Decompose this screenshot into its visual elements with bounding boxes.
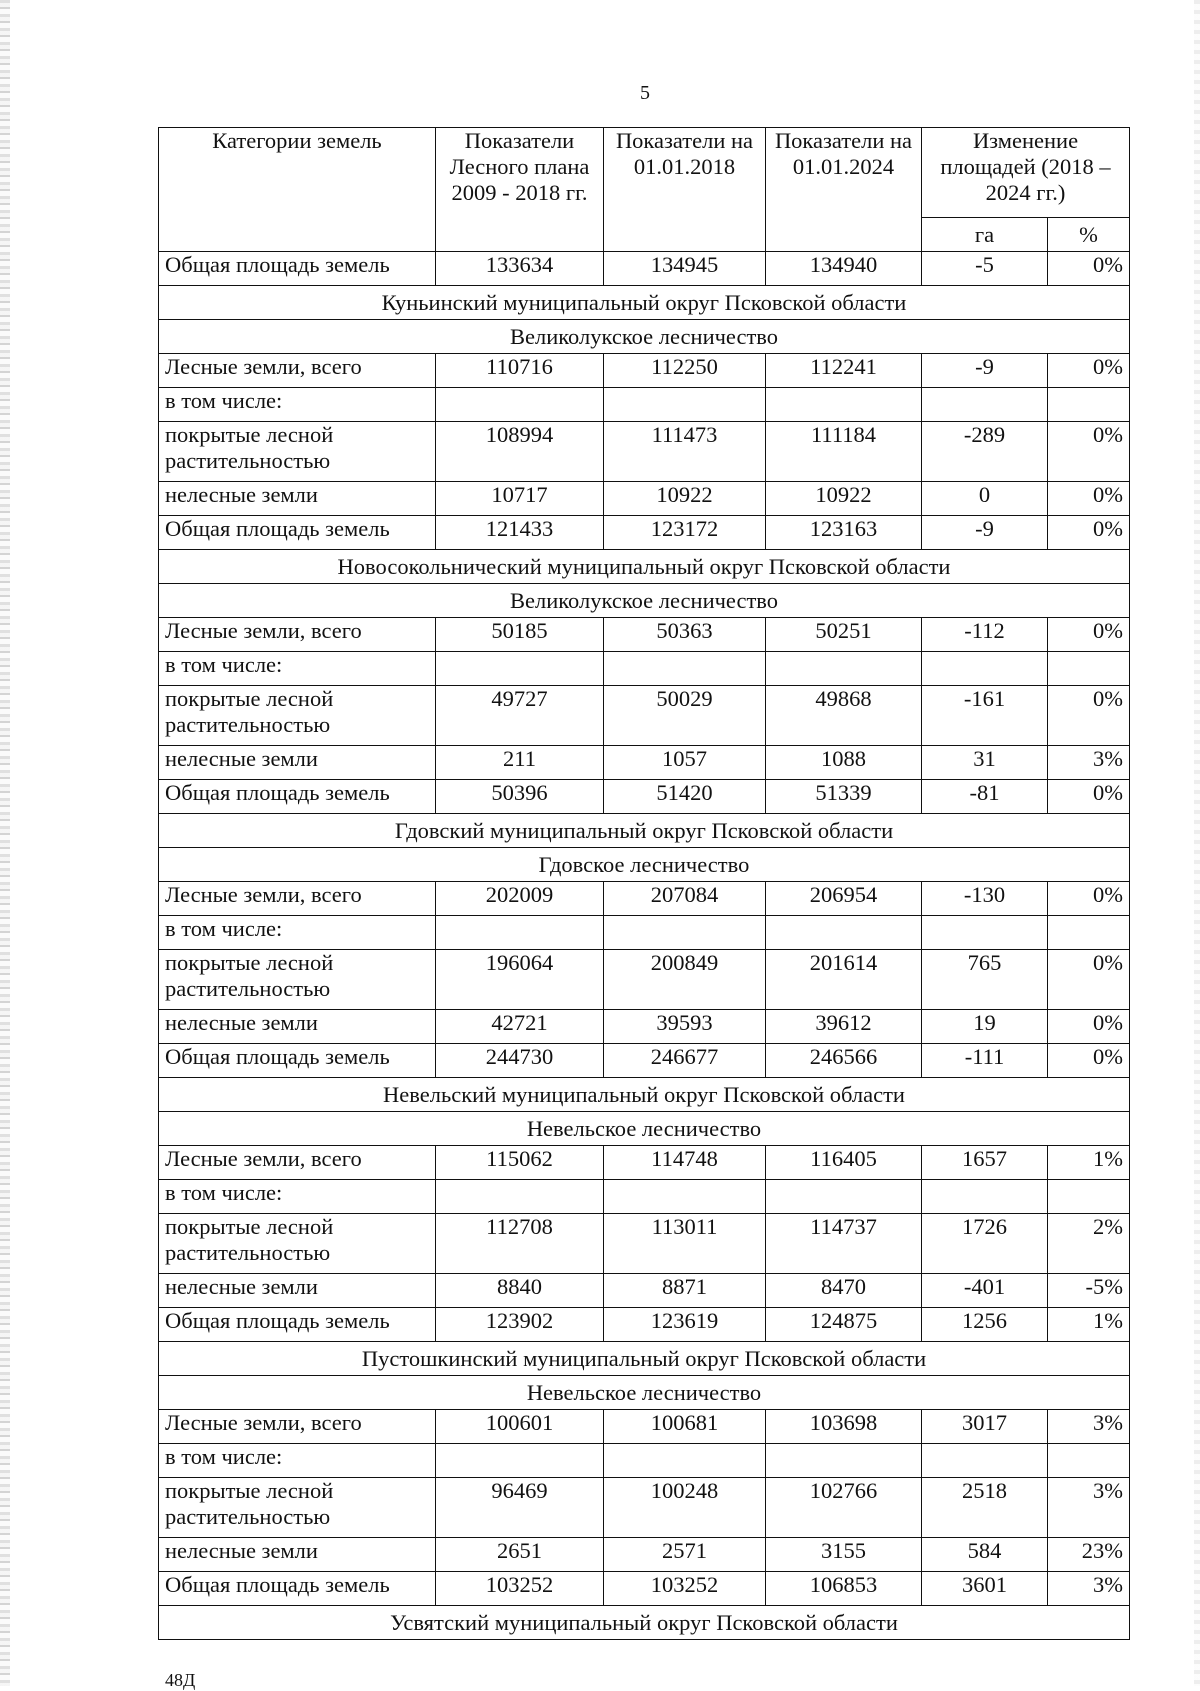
cell-2018: 123172 [604,516,766,550]
cell-forest-plan: 115062 [436,1146,604,1180]
table-row [159,1572,1130,1606]
table-row [159,388,1130,422]
cell-forest-plan: 96469 [436,1478,604,1538]
cell-change-ha: 1726 [922,1214,1048,1274]
cell-2024 [766,1444,922,1478]
page-number: 5 [640,82,650,104]
table-header-row [159,128,1130,218]
section-banner: Великолукское лесничество [159,320,1130,354]
section-banner: Великолукское лесничество [159,584,1130,618]
footer-code: 48Д [165,1670,196,1690]
cell-2018: 1057 [604,746,766,780]
table-row [159,482,1130,516]
cell-change-ha: -112 [922,618,1048,652]
cell-change-ha: -401 [922,1274,1048,1308]
cell-2018: 103252 [604,1572,766,1606]
header-land-category: Категории земель [159,128,436,252]
row-label: Общая площадь земель [159,1572,436,1606]
cell-change-pct: 23% [1048,1538,1130,1572]
cell-2024: 123163 [766,516,922,550]
header-2018: Показатели на 01.01.2018 [604,128,766,252]
cell-2018 [604,1180,766,1214]
cell-2024: 8470 [766,1274,922,1308]
cell-forest-plan [436,1444,604,1478]
section-banner: Куньинский муниципальный округ Псковской области [159,286,1130,320]
cell-change-pct: 0% [1048,1010,1130,1044]
cell-forest-plan: 10717 [436,482,604,516]
cell-change-pct: 2% [1048,1214,1130,1274]
cell-2024: 1088 [766,746,922,780]
header-area-change: Изменение площадей (2018 – 2024 гг.) [922,128,1130,218]
cell-2018 [604,1444,766,1478]
section-banner-row [159,1376,1130,1410]
cell-forest-plan: 49727 [436,686,604,746]
cell-forest-plan [436,1180,604,1214]
cell-change-pct: 0% [1048,516,1130,550]
table-row [159,1274,1130,1308]
section-banner-row [159,584,1130,618]
row-label: нелесные земли [159,1538,436,1572]
cell-change-pct [1048,652,1130,686]
table-row [159,1478,1130,1538]
table-row [159,1146,1130,1180]
row-label: в том числе: [159,652,436,686]
cell-change-pct: 1% [1048,1308,1130,1342]
cell-2024: 134940 [766,252,922,286]
cell-2018: 8871 [604,1274,766,1308]
cell-change-pct: 3% [1048,746,1130,780]
cell-2024: 50251 [766,618,922,652]
cell-2024: 103698 [766,1410,922,1444]
section-banner: Гдовское лесничество [159,848,1130,882]
section-banner: Невельский муниципальный округ Псковской области [159,1078,1130,1112]
scan-edge-right [1194,0,1200,1686]
cell-2018: 113011 [604,1214,766,1274]
table-row [159,1180,1130,1214]
cell-change-ha: 2518 [922,1478,1048,1538]
cell-forest-plan [436,652,604,686]
row-label: нелесные земли [159,482,436,516]
cell-change-ha: 584 [922,1538,1048,1572]
row-label: покрытые лесной растительностью [159,422,436,482]
cell-change-pct: 3% [1048,1478,1130,1538]
row-label: Лесные земли, всего [159,1146,436,1180]
cell-change-pct: 0% [1048,354,1130,388]
cell-2024: 124875 [766,1308,922,1342]
cell-2024: 246566 [766,1044,922,1078]
cell-forest-plan: 108994 [436,422,604,482]
cell-change-pct: 0% [1048,950,1130,1010]
cell-change-pct: 1% [1048,1146,1130,1180]
cell-2018: 51420 [604,780,766,814]
cell-2024 [766,1180,922,1214]
cell-forest-plan [436,916,604,950]
table-row [159,950,1130,1010]
cell-2018: 111473 [604,422,766,482]
cell-change-pct [1048,388,1130,422]
cell-2024: 116405 [766,1146,922,1180]
cell-change-pct: 0% [1048,1044,1130,1078]
cell-forest-plan: 42721 [436,1010,604,1044]
cell-forest-plan: 103252 [436,1572,604,1606]
cell-2024 [766,916,922,950]
table-row [159,686,1130,746]
cell-forest-plan: 110716 [436,354,604,388]
cell-change-ha [922,1180,1048,1214]
cell-2024: 114737 [766,1214,922,1274]
cell-2018: 246677 [604,1044,766,1078]
cell-forest-plan: 100601 [436,1410,604,1444]
cell-2024: 49868 [766,686,922,746]
cell-2018: 100248 [604,1478,766,1538]
land-categories-table [158,127,1130,1640]
table-row [159,1410,1130,1444]
cell-2024: 102766 [766,1478,922,1538]
section-banner-row [159,814,1130,848]
section-banner: Невельское лесничество [159,1112,1130,1146]
row-label: Общая площадь земель [159,252,436,286]
cell-change-pct: 0% [1048,422,1130,482]
cell-change-pct: 3% [1048,1572,1130,1606]
table-row [159,1044,1130,1078]
row-label: Лесные земли, всего [159,882,436,916]
cell-2024: 3155 [766,1538,922,1572]
section-banner-row [159,1342,1130,1376]
header-forest-plan: Показатели Лесного плана 2009 - 2018 гг. [436,128,604,252]
section-banner: Новосокольнический муниципальный округ Псковской области [159,550,1130,584]
row-label: нелесные земли [159,1010,436,1044]
table-row [159,618,1130,652]
cell-2018: 39593 [604,1010,766,1044]
cell-change-pct: 3% [1048,1410,1130,1444]
section-banner: Невельское лесничество [159,1376,1130,1410]
table-row [159,422,1130,482]
row-label: в том числе: [159,1180,436,1214]
cell-change-pct: 0% [1048,618,1130,652]
section-banner-row [159,1606,1130,1640]
cell-change-pct: 0% [1048,882,1130,916]
row-label: в том числе: [159,388,436,422]
section-banner: Гдовский муниципальный округ Псковской области [159,814,1130,848]
cell-2024 [766,388,922,422]
header-unit-pct: % [1048,218,1130,252]
cell-2024: 112241 [766,354,922,388]
row-label: нелесные земли [159,1274,436,1308]
row-label: Общая площадь земель [159,1308,436,1342]
cell-2024: 106853 [766,1572,922,1606]
cell-forest-plan: 202009 [436,882,604,916]
cell-change-ha: 31 [922,746,1048,780]
cell-2018: 207084 [604,882,766,916]
cell-change-ha: 3017 [922,1410,1048,1444]
cell-2024: 111184 [766,422,922,482]
row-label: нелесные земли [159,746,436,780]
header-2024: Показатели на 01.01.2024 [766,128,922,252]
cell-change-ha: 0 [922,482,1048,516]
row-label: Общая площадь земель [159,1044,436,1078]
cell-change-pct [1048,1444,1130,1478]
cell-change-ha [922,652,1048,686]
cell-change-ha: -5 [922,252,1048,286]
cell-2018: 10922 [604,482,766,516]
cell-2024: 51339 [766,780,922,814]
row-label: Лесные земли, всего [159,354,436,388]
cell-forest-plan: 8840 [436,1274,604,1308]
cell-2018: 134945 [604,252,766,286]
cell-forest-plan: 50396 [436,780,604,814]
table-body [159,252,1130,1640]
row-label: в том числе: [159,916,436,950]
cell-forest-plan: 211 [436,746,604,780]
row-label: покрытые лесной растительностью [159,686,436,746]
cell-change-ha [922,916,1048,950]
cell-2018: 50029 [604,686,766,746]
cell-change-ha [922,388,1048,422]
cell-forest-plan: 2651 [436,1538,604,1572]
row-label: Лесные земли, всего [159,1410,436,1444]
cell-forest-plan: 196064 [436,950,604,1010]
table-row [159,354,1130,388]
cell-change-pct: -5% [1048,1274,1130,1308]
cell-2018: 112250 [604,354,766,388]
table-row [159,780,1130,814]
cell-change-ha: -289 [922,422,1048,482]
row-label: покрытые лесной растительностью [159,1478,436,1538]
cell-change-ha: -9 [922,354,1048,388]
cell-2018 [604,388,766,422]
cell-change-ha: -111 [922,1044,1048,1078]
table-row [159,746,1130,780]
table-row [159,1214,1130,1274]
cell-forest-plan: 112708 [436,1214,604,1274]
scan-edge-left [0,0,10,1686]
cell-2018: 100681 [604,1410,766,1444]
section-banner: Пустошкинский муниципальный округ Псковской области [159,1342,1130,1376]
section-banner: Усвятский муниципальный округ Псковской области [159,1606,1130,1640]
row-label: покрытые лесной растительностью [159,1214,436,1274]
header-unit-ha: га [922,218,1048,252]
cell-change-pct: 0% [1048,482,1130,516]
cell-change-pct: 0% [1048,252,1130,286]
cell-change-ha: -81 [922,780,1048,814]
section-banner-row [159,286,1130,320]
cell-2024: 39612 [766,1010,922,1044]
row-label: покрытые лесной растительностью [159,950,436,1010]
section-banner-row [159,1078,1130,1112]
cell-forest-plan [436,388,604,422]
row-label: в том числе: [159,1444,436,1478]
row-label: Общая площадь земель [159,516,436,550]
cell-change-ha: 1657 [922,1146,1048,1180]
cell-2018: 50363 [604,618,766,652]
section-banner-row [159,848,1130,882]
cell-change-ha: 19 [922,1010,1048,1044]
cell-2018: 200849 [604,950,766,1010]
cell-2018: 114748 [604,1146,766,1180]
section-banner-row [159,550,1130,584]
cell-change-ha: 1256 [922,1308,1048,1342]
table-row [159,516,1130,550]
cell-forest-plan: 123902 [436,1308,604,1342]
cell-forest-plan: 244730 [436,1044,604,1078]
cell-2018: 123619 [604,1308,766,1342]
cell-change-ha: -9 [922,516,1048,550]
cell-2018 [604,916,766,950]
cell-change-ha: 3601 [922,1572,1048,1606]
cell-change-ha [922,1444,1048,1478]
cell-change-pct: 0% [1048,686,1130,746]
table-row [159,652,1130,686]
cell-forest-plan: 133634 [436,252,604,286]
cell-change-ha: -130 [922,882,1048,916]
cell-change-pct: 0% [1048,780,1130,814]
cell-forest-plan: 121433 [436,516,604,550]
table-row [159,916,1130,950]
table-row [159,1538,1130,1572]
cell-2018 [604,652,766,686]
cell-change-pct [1048,1180,1130,1214]
table-row [159,1010,1130,1044]
section-banner-row [159,1112,1130,1146]
cell-2024: 10922 [766,482,922,516]
table-row [159,1444,1130,1478]
cell-forest-plan: 50185 [436,618,604,652]
table-row [159,1308,1130,1342]
table-row [159,882,1130,916]
section-banner-row [159,320,1130,354]
cell-change-ha: -161 [922,686,1048,746]
cell-change-ha: 765 [922,950,1048,1010]
row-label: Лесные земли, всего [159,618,436,652]
cell-change-pct [1048,916,1130,950]
cell-2024 [766,652,922,686]
cell-2018: 2571 [604,1538,766,1572]
table-row [159,252,1130,286]
row-label: Общая площадь земель [159,780,436,814]
cell-2024: 201614 [766,950,922,1010]
cell-2024: 206954 [766,882,922,916]
